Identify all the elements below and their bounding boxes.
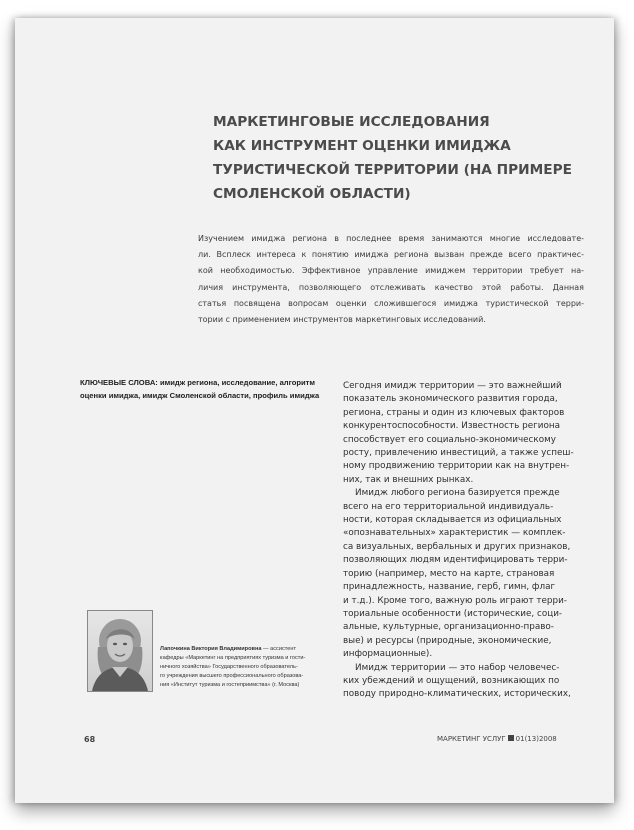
lead-line: ли. Всплеск интереса к понятию имиджа региона вызван прежде всего практичес- — [198, 250, 584, 260]
body-line: принадлежность, название, герб, гимн, флаг — [343, 582, 556, 593]
body-line: са визуальных, вербальных и других признаков, — [343, 541, 571, 552]
lead-line: личия инструмента, позволяющего отслеживать качество этой работы. Данная — [198, 282, 584, 292]
title-line: КАК ИНСТРУМЕНТ ОЦЕНКИ ИМИДЖА — [213, 138, 511, 154]
body-line: росту, привлечению инвестиций, а также успеш- — [343, 448, 574, 459]
journal-issue: 01(13)2008 — [515, 735, 557, 743]
article-lead — [198, 231, 584, 328]
body-line: ному продвижению территории как на внутрен- — [343, 461, 570, 472]
lead-line: тории с применением инструментов маркетинговых исследований. — [198, 315, 486, 325]
body-line: ности, которая складывается из официальных — [343, 515, 562, 526]
keywords-block — [80, 377, 325, 402]
author-line: ния «Институт туризма и гостеприимства» (г. Москва) — [160, 682, 300, 688]
body-line: ких убеждений и ощущений, возникающих по — [343, 675, 560, 686]
body-line: вые) и ресурсы (природные, экономические, — [343, 635, 552, 646]
page-number: 68 — [84, 735, 96, 744]
body-line: всего на его территориальной индивидуаль- — [343, 501, 554, 512]
body-line: Сегодня имидж территории — это важнейший — [343, 381, 562, 391]
journal-name: МАРКЕТИНГ УСЛУГ — [437, 735, 506, 743]
body-line: поводу природно-климатических, исторических, — [343, 689, 571, 700]
body-line: «опознавательных» характеристик — комплек- — [343, 528, 566, 539]
article-title — [213, 110, 593, 206]
body-line: Имидж любого региона базируется прежде — [355, 488, 560, 499]
title-line: МАРКЕТИНГОВЫЕ ИССЛЕДОВАНИЯ — [213, 114, 490, 130]
lead-line: кой необходимостью. Эффективное управление имиджем территории требует на- — [198, 266, 584, 276]
author-line: кафедры «Маркетинг на предприятиях туризма и гости- — [160, 655, 306, 661]
body-line: региона, страны и один из ключевых факторов — [343, 407, 565, 418]
body-line: и т.д.). Кроме того, важную роль играют терри- — [343, 595, 567, 606]
body-line: них, так и внешних рынках. — [343, 474, 474, 485]
author-portrait-image — [88, 611, 152, 691]
lead-line: статья посвящена вопросам оценки сложившегося имиджа туристической терри- — [198, 298, 584, 308]
journal-footer — [437, 735, 557, 743]
body-line: информационные). — [343, 649, 433, 660]
author-name: Лапочкина Виктория Владимировна — [160, 646, 262, 652]
article-body — [343, 380, 583, 702]
keywords-line: оценки имиджа, имидж Смоленской области, профиль имиджа — [80, 390, 320, 400]
body-line: позволяющих людям идентифицировать терри- — [343, 555, 568, 566]
author-photo — [87, 610, 153, 692]
body-line: способствует его социально-экономическому — [343, 434, 556, 445]
author-line — [160, 645, 325, 654]
body-line: альные, культурные, организационно-право- — [343, 622, 554, 633]
title-line: ТУРИСТИЧЕСКОЙ ТЕРРИТОРИИ (НА ПРИМЕРЕ — [213, 162, 572, 178]
author-line: го учреждения высшего профессионального образова- — [160, 673, 304, 679]
body-line: ториальные особенности (исторические, соци- — [343, 608, 563, 619]
lead-line: Изучением имиджа региона в последнее время занимаются многие исследовате- — [198, 234, 584, 243]
body-line: торию (например, место на карте, страновая — [343, 568, 555, 579]
keywords-line: КЛЮЧЕВЫЕ СЛОВА: имидж региона, исследование, алгоритм — [80, 378, 315, 387]
body-line: показатель экономического развития города, — [343, 394, 558, 405]
author-line: ничного хозяйства» Государственного образователь- — [160, 664, 298, 670]
author-role: — ассистент — [261, 646, 297, 652]
body-line: конкурентоспособности. Известность региона — [343, 421, 560, 432]
body-line: Имидж территории — это набор человечес- — [355, 662, 560, 673]
square-bullet-icon — [508, 735, 514, 741]
author-info — [160, 645, 325, 690]
title-line: СМОЛЕНСКОЙ ОБЛАСТИ) — [213, 186, 411, 202]
